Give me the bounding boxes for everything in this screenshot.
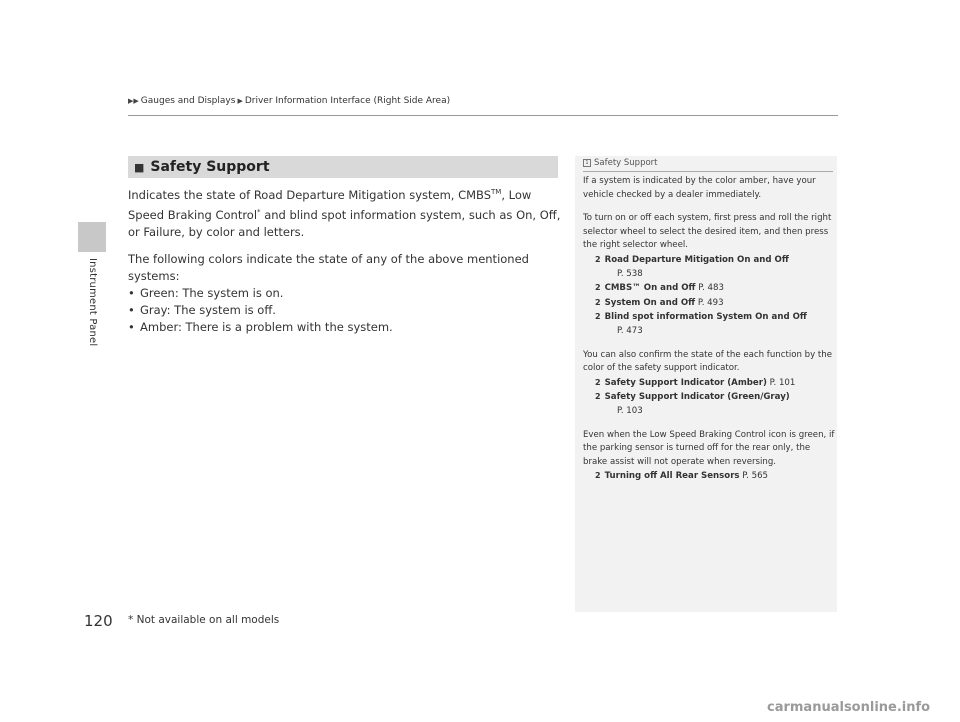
reference-label: Safety Support Indicator (Green/Gray) xyxy=(604,392,790,403)
breadcrumb-item[interactable]: Gauges and Displays xyxy=(140,96,236,106)
color-list xyxy=(128,285,568,336)
sidebar-title-text: Safety Support xyxy=(594,158,658,168)
page-number: 120 xyxy=(84,612,113,630)
reference-page[interactable]: P. 538 xyxy=(617,268,643,279)
list-item-text: Green: The system is on. xyxy=(140,285,284,300)
watermark: carmanualsonline.info xyxy=(767,700,931,715)
sidebar-paragraph: Even when the Low Speed Braking Control icon is green, if the parking sensor is turned off for the rear only, the brake assist will not operate when reversing. xyxy=(583,429,835,467)
reference-page: P. 101 xyxy=(769,377,796,388)
reference-arrow-icon: 2 xyxy=(595,312,601,322)
bullet-icon: • xyxy=(128,285,135,300)
cross-reference[interactable] xyxy=(583,376,835,391)
list-item xyxy=(128,302,568,319)
reference-page: P. 483 xyxy=(698,283,724,294)
cross-reference[interactable] xyxy=(583,390,835,405)
reference-label: CMBS™ On and Off xyxy=(604,283,696,294)
trademark-mark: TM xyxy=(491,188,502,196)
square-bullet-icon: ■ xyxy=(134,160,145,174)
sidebar-notes xyxy=(575,156,837,612)
list-item-text: Gray: The system is off. xyxy=(140,302,276,317)
breadcrumb-arrow-icon: ▶ xyxy=(237,97,243,105)
reference-arrow-icon: 2 xyxy=(595,471,601,481)
list-item xyxy=(128,285,568,302)
colors-paragraph: The following colors indicate the state of any of the above mentioned systems: xyxy=(128,251,529,283)
intro-text: , Low Speed Braking Control xyxy=(128,187,532,222)
note-marker-icon: 1 xyxy=(583,159,591,167)
sidebar-paragraph: To turn on or off each system, first press and roll the right selector wheel to select the desired item, and then press the right selector wheel. xyxy=(583,213,832,251)
breadcrumb xyxy=(128,96,452,106)
reference-label: Turning off All Rear Sensors xyxy=(604,471,740,482)
reference-label: Road Departure Mitigation On and Off xyxy=(604,254,789,265)
list-item-text: Amber: There is a problem with the system. xyxy=(140,319,393,334)
reference-arrow-icon: 2 xyxy=(595,283,601,293)
cross-reference[interactable] xyxy=(583,296,835,311)
reference-page: P. 493 xyxy=(697,297,724,308)
reference-arrow-icon: 2 xyxy=(595,377,601,387)
intro-text: Indicates the state of Road Departure Mitigation system, CMBS xyxy=(128,187,492,202)
footnote-mark: * xyxy=(257,207,261,216)
breadcrumb-arrow-icon: ▶▶ xyxy=(128,97,139,105)
footnote: * Not available on all models xyxy=(128,614,280,626)
section-title: Safety Support xyxy=(150,159,270,175)
sidebar-divider xyxy=(583,171,833,172)
intro-text: and blind spot information system, such as On, Off, or Failure, by color and letters. xyxy=(128,207,561,239)
cross-reference[interactable] xyxy=(583,310,835,325)
bullet-icon: • xyxy=(128,302,135,317)
bullet-icon: • xyxy=(128,319,135,334)
reference-page[interactable]: P. 103 xyxy=(617,405,643,416)
sidebar-paragraph: If a system is indicated by the color amber, have your vehicle checked by a dealer immediately. xyxy=(583,176,816,200)
reference-label: Safety Support Indicator (Amber) xyxy=(604,377,767,388)
breadcrumb-item[interactable]: Driver Information Interface (Right Side Area) xyxy=(244,96,451,106)
reference-page[interactable]: P. 473 xyxy=(617,325,643,336)
chapter-tab xyxy=(78,222,106,252)
reference-page: P. 565 xyxy=(742,471,769,482)
cross-reference[interactable] xyxy=(583,253,835,268)
section-heading xyxy=(128,156,558,178)
cross-reference[interactable] xyxy=(583,281,835,296)
list-item xyxy=(128,319,568,336)
reference-label: Blind spot information System On and Off xyxy=(604,312,807,323)
sidebar-paragraph: You can also confirm the state of the each function by the color of the safety support indicator. xyxy=(583,349,833,374)
chapter-label: Instrument Panel xyxy=(87,258,98,347)
sidebar-title xyxy=(583,158,658,168)
header-divider xyxy=(128,115,838,116)
cross-reference[interactable] xyxy=(583,469,835,484)
intro-paragraph xyxy=(128,184,568,241)
reference-label: System On and Off xyxy=(604,297,696,308)
section-body xyxy=(128,184,568,336)
reference-arrow-icon: 2 xyxy=(595,254,601,264)
reference-arrow-icon: 2 xyxy=(595,297,601,307)
sidebar-body xyxy=(583,175,835,484)
reference-arrow-icon: 2 xyxy=(595,392,601,402)
